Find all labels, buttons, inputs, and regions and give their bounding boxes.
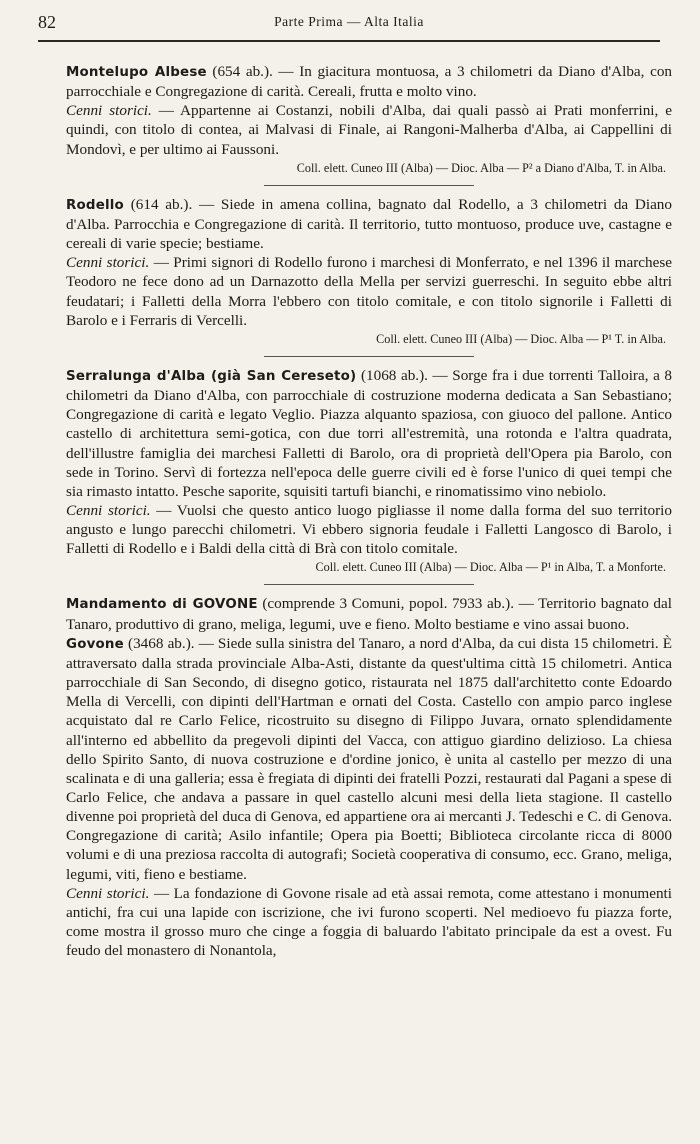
- entry-name: Govone: [66, 636, 124, 652]
- entry-serralunga-d-alba: [66, 366, 672, 577]
- entry-montelupo-albese: [66, 62, 672, 177]
- entry-reference: Coll. elett. Cuneo III (Alba) — Dioc. Alba — P² a Diano d'Alba, T. in Alba.: [296, 160, 666, 175]
- cenni-storici-label: Cenni storici.: [66, 884, 150, 902]
- entry-description: [66, 195, 672, 253]
- entry-description: [66, 366, 672, 501]
- entry-rodello: [66, 195, 672, 348]
- cenni-storici-text: — Primi signori di Rodello furono i marchesi di Monferrato, e nel 1396 il marchese Teodoro ne fece dono ad un Darnazotto della Mella per servizi guerreschi. In seguito ebbe altri feudatari; i Falletti della Morra l'ebbero con titolo comitale, e con titolo signorile i Falletti di Barolo e i Ferraris di Vercelli.: [66, 254, 672, 329]
- cenni-storici-text: — Vuolsi che questo antico luogo pigliasse il nome dalla forma del suo territorio angusto e lungo parecchi chilometri. Vi ebbero signoria feudale i Falletti Langosco di Barolo, i Falletti di Rodello e i Baldi della città di Brà con titolo comitale.: [66, 501, 672, 558]
- entry-lead: (1068 ab.). — Sorge fra i due torrenti Talloira, a 8 chilometri da Diano d'Alba, con parrocchiale di costruzione moderna dedicata a San Sebastiano; Congregazione di carità e legato Veglio. Piazza alquanto spaziosa, con giuoco del pallone. Antico castello di architettura semi-gotica, con due torri all'estremità, una rotonda e l'altra quadrata, dell'illustre famiglia dei marchesi Falletti di Barolo, ora di proprietà dell'Opera pia Barolo, con sede in Torino. Servì di fortezza nell'epoca delle guerre civili ed è forse l'unico di quei tempi che sia rimasto intatto. Pesche saporite, squisiti tartufi bianchi, e rinomatissimo vino nebiolo.: [66, 366, 673, 500]
- entry-mandamento-govone: [66, 594, 672, 633]
- entry-govone: [66, 634, 672, 961]
- entry-lead: (614 ab.). — Siede in amena collina, bagnato dal Rodello, a 3 chilometri da Diano d'Alba. Parrocchia e Congregazione di carità. Il territorio, tutto montuoso, produce uve, castagne e cereali di varie specie; bestiame.: [66, 195, 672, 253]
- entry-history: [66, 884, 672, 961]
- body-text: [66, 62, 672, 960]
- entry-reference: Coll. elett. Cuneo III (Alba) — Dioc. Alba — P¹ T. in Alba.: [376, 331, 666, 346]
- entry-name: Rodello: [66, 197, 124, 213]
- entry-history: [66, 101, 672, 158]
- cenni-storici-label: Cenni storici.: [66, 501, 151, 519]
- running-head: Parte Prima — Alta Italia: [274, 14, 424, 29]
- entry-reference: Coll. elett. Cuneo III (Alba) — Dioc. Alba — P¹ in Alba, T. a Monforte.: [315, 560, 666, 575]
- mandamento-description: [66, 594, 672, 633]
- entry-description: [66, 634, 672, 884]
- entry-history: [66, 501, 672, 558]
- entry-description: [66, 62, 672, 101]
- entry-name: Serralunga d'Alba (già San Cereseto): [66, 368, 357, 384]
- entry-name: Montelupo Albese: [66, 65, 207, 80]
- entry-divider: [264, 185, 474, 186]
- cenni-storici-text: — Appartenne ai Costanzi, nobili d'Alba, dai quali passò ai Prati monferrini, e quindi, con titolo di contea, ai Malvasi di Finale, ai Rangoni-Malherba d'Alba, ai Cappellini di Mondovì, e per ultimo ai Faussoni.: [66, 102, 672, 158]
- entry-divider: [264, 356, 474, 357]
- entry-history: [66, 253, 672, 330]
- mandamento-lead: (comprende 3 Comuni, popol. 7933 ab.). — Territorio bagnato dal Tanaro, produttivo di grano, meliga, legumi, uve e fieno. Molto bestiame e vino assai buono.: [66, 595, 672, 633]
- mandamento-name: Mandamento di GOVONE: [66, 597, 258, 613]
- entry-divider: [264, 584, 474, 585]
- header-rule: [38, 40, 660, 42]
- cenni-storici-label: Cenni storici.: [66, 102, 152, 120]
- cenni-storici-text: — La fondazione di Govone risale ad età assai remota, come attestano i monumenti antichi, fra cui una lapide con iscrizione, che ivi furono scoperti. Nel medioevo fu piazza forte, come mostra il grosso muro che cinge a foggia di baluardo l'abitato principale da est a ovest. Fu feudo del monastero di Nonantola,: [66, 884, 672, 960]
- page-header: [38, 8, 660, 36]
- page-number: 82: [38, 12, 56, 32]
- cenni-storici-label: Cenni storici.: [66, 254, 150, 272]
- entry-lead: (654 ab.). — In giacitura montuosa, a 3 chilometri da Diano d'Alba, con parrocchiale e Congregazione di carità. Cereali, frutta e molto vino.: [66, 63, 673, 101]
- entry-lead: (3468 ab.). — Siede sulla sinistra del Tanaro, a nord d'Alba, da cui dista 15 chilometri. È attraversato dalla strada provinciale Alba-Asti, distante da quest'ultima città 15 chilometri. Antica parrocchiale di San Secondo, di disegno gotico, ristaurata nel 1875 dall'architetto conte Edoardo Mella di Vercelli, con dipinti dell'Hartman e ornati del Costa. Castello con ampio parco inglese acquistato dal re Carlo Felice, ricostruito su disegno di Filippo Juvara, ornato splendidamente all'interno ed abbellito da pregevoli dipinti del Vacca, con attiguo giardino delizioso. La chiesa dello Spirito Santo, di nuova costruzione e d'ordine jonico, è unita al castello per mezzo di una scalinata e di una galleria; essa è fregiata di dipinti dei fratelli Pozzi, restaurati dal Pagani a spese di Carlo Felice, che andava a passare in quel castello alcuni mesi della lieta stagione. Il castello divenne poi proprietà del duca di Genova, ed appartiene ora ai mercanti J. Tedeschi e C. di Genova. Congregazione di carità; Asilo infantile; Opera pia Boetti; Biblioteca circolante ricca di 8000 volumi e di una preziosa raccolta di autografi; Società cooperativa di consumo, ecc. Grano, meliga, legumi, viti, fieno e bestiame.: [66, 634, 673, 883]
